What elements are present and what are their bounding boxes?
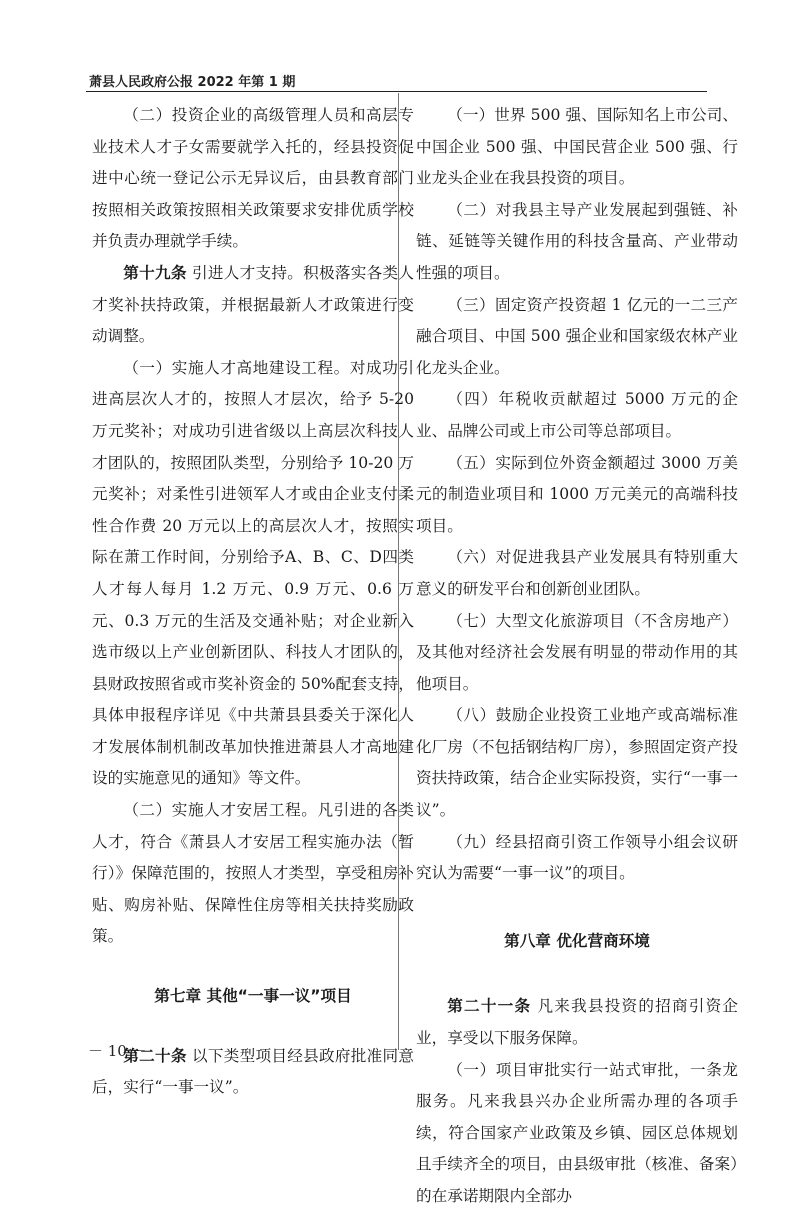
article-21: [416, 991, 738, 1054]
paragraph: （一）实施人才高地建设工程。对成功引进高层次人才的，按照人才层次，给予 5-20 万元奖补；对成功引进省级以上高层次科技人才团队的，按照团队类型，分别给予 10-20 万元奖补；对柔性引进领军人才或由企业支付柔性合作费 20 万元以上的高层次人才，按照实际在萧工作时间，分别给予A、B、C、D四类人才每人每月 1.2 万元、0.9 万元、0.6 万元、0.3 万元的生活及交通补贴；对企业新入选市级以上产业创新团队、科技人才团队的，县财政按照省或市奖补资金的 50%配套支持，具体申报程序详见《中共萧县县委关于深化人才发展体制机制改革加快推进萧县人才高地建设的实施意见的通知》等文件。: [92, 358, 414, 788]
article-label: 第二十一条: [447, 997, 532, 1016]
page-number: － 10 －: [88, 1042, 147, 1060]
paragraph: （二）投资企业的高级管理人员和高层专业技术人才子女需要就学入托的，经县投资促进中心统一登记公示无异议后，由县教育部门按照相关政策按照相关政策要求安排优质学校并负责办理就学手续。: [92, 106, 414, 251]
paragraph: （九）经县招商引资工作领导小组会议研究认为需要“一事一议”的项目。: [416, 832, 738, 883]
paragraph: （三）固定资产投资超 1 亿元的一二三产融合项目、中国 500 强企业和国家级农林产业化龙头企业。: [416, 295, 738, 377]
article-text: 引进人才支持。积极落实各类人才奖补扶持政策，并根据最新人才政策进行变动调整。: [92, 263, 414, 346]
paragraph: （四）年税收贡献超过 5000 万元的企业、品牌公司或上市公司等总部项目。: [416, 390, 738, 440]
chapter-heading: 第八章 优化营商环境: [504, 931, 650, 950]
paragraph: （二）对我县主导产业发展起到强链、补链、延链等关键作用的科技含量高、产业带动性强的项目。: [416, 200, 738, 282]
article-label: 第十九条: [123, 263, 187, 282]
paragraph: （六）对促进我县产业发展具有特别重大意义的研发平台和创新创业团队。: [416, 548, 738, 598]
right-column: [416, 100, 738, 1213]
article-text: 凡来我县投资的招商引资企业，享受以下服务保障。: [416, 997, 738, 1048]
paragraph: （一）项目审批实行一站式审批，一条龙服务。凡来我县兴办企业所需办理的各项手续，符合国家产业政策及乡镇、园区总体规划且手续齐全的项目，由县级审批（核准、备案）的在承诺期限内全部办: [416, 1060, 738, 1205]
chapter-heading: 第七章 其他“一事一议”项目: [154, 987, 352, 1006]
paragraph: （八）鼓励企业投资工业地产或高端标准化厂房（不包括钢结构厂房），参照固定资产投资扶持政策，结合企业实际投资，实行“一事一议”。: [416, 706, 738, 820]
header-rule: [86, 91, 707, 92]
paragraph: （五）实际到位外资金额超过 3000 万美元的制造业项目和 1000 万元美元的高端科技项目。: [416, 453, 738, 535]
paragraph: （二）实施人才安居工程。凡引进的各类人才，符合《萧县人才安居工程实施办法（暂行）》保障范围的，按照人才类型，享受租房补贴、购房补贴、保障性住房等相关扶持奖励政策。: [92, 801, 414, 946]
article-text: 以下类型项目经县政府批准同意后，实行“一事一议”。: [92, 1046, 414, 1097]
article-19: [92, 258, 414, 353]
left-column: [92, 100, 414, 1104]
paragraph: （一）世界 500 强、国际知名上市公司、中国企业 500 强、中国民营企业 500 强、行业龙头企业在我县投资的项目。: [416, 106, 738, 188]
article-label: 第二十条: [123, 1046, 187, 1065]
paragraph: （七）大型文化旅游项目（不含房地产）及其他对经济社会发展有明显的带动作用的其他项目。: [416, 611, 738, 693]
page-header: 萧县人民政府公报 2022 年第 1 期: [89, 75, 296, 90]
